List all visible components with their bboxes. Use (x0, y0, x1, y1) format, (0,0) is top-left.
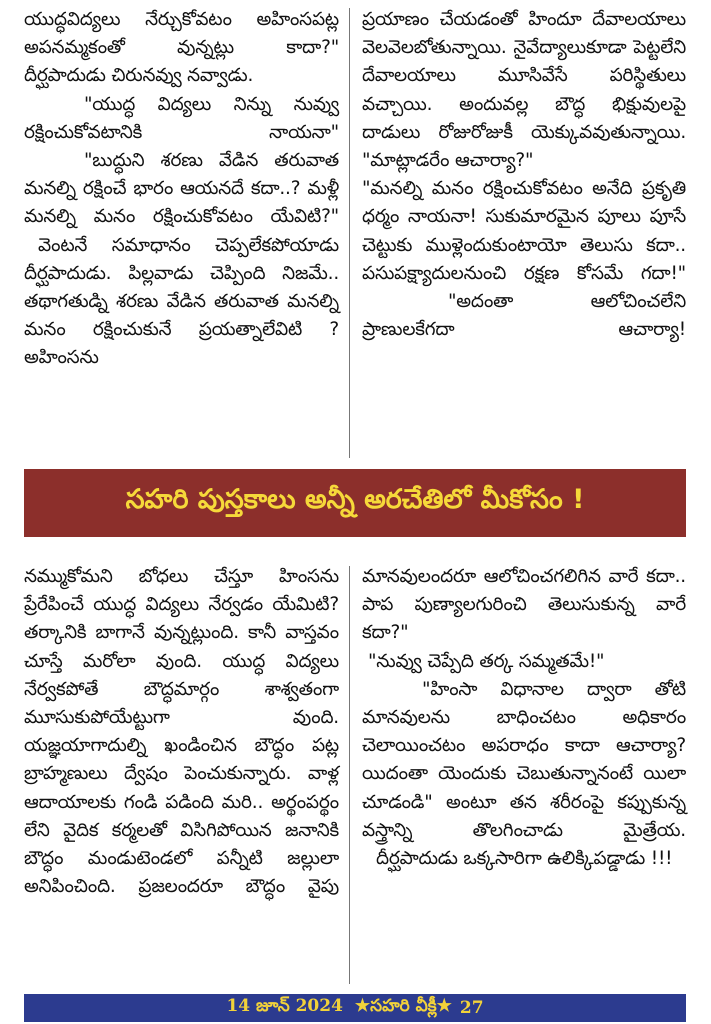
paragraph: ప్రయాణం చేయడంతో హిందూ దేవాలయాలు వెలవెలబోతున్నాయి. నైవేద్యాలుకూడా పెట్టలేని దేవాలయాలు మూసివేసే పరిస్థితులు వచ్చాయి. అందువల్ల బౌద్ధ భిక్షువులపై దాడులు రోజురోజుకీ యెక్కువవుతున్నాయి. (362, 9, 686, 143)
paragraph: "యుద్ధ విద్యలు నిన్ను నువ్వు రక్షించుకోవటానికి నాయనా" (24, 93, 339, 143)
paragraph: "హింసా విధానాల ద్వారా తోటి మానవులను బాధించటం అధికారం చెలాయించటం అపరాధం కాదా ఆచార్యా? యిదంతా యెందుకు చెబుతున్నానంటే యిలా చూడండి" అంటూ తన శరీరంపై కప్పుకున్న వస్త్రాన్ని తొలగించాడు మైత్రేయ. (362, 678, 686, 841)
paragraph: నమ్ముకోమని బోధలు చేస్తూ హింసను ప్రేరేపించే యుద్ధ విద్యలు నేర్వడం యేమిటి? తర్కానికి బాగానే వున్నట్లుంది. కానీ వాస్తవం చూస్తే మరోలా వుంది. యుద్ధ విద్యలు నేర్వకపోతే బౌద్ధమార్గం శాశ్వతంగా మూసుకుపోయేట్టుగా వుంది. యజ్ఞయాగాదుల్ని ఖండించిన బౌద్ధం పట్ల బ్రాహ్మణులు ద్వేషం పెంచుకున్నారు. వాళ్ల ఆదాయాలకు గండి పడింది మరి.. అర్థంపర్థం లేని వైదిక కర్మలతో విసిగిపోయిన జనానికి బౌద్ధం మండుటెండలో పన్నీటి జల్లులా అనిపించింది. ప్రజలందరూ బౌద్ధం వైపు (24, 566, 339, 898)
paragraph: వెంటనే సమాధానం చెప్పలేకపోయాడు దీర్ఘపాదుడు. పిల్లవాడు చెప్పింది నిజమే.. తథాగతుడ్ని శరణు వేడిన తరువాత మనల్ని మనం రక్షించుకునే ప్రయత్నాలేవిటి ? అహింసను (24, 234, 339, 369)
issue-date: 14 జూన్ 2024 (226, 996, 343, 1016)
paragraph: యుద్ధవిద్యలు నేర్చుకోవటం అహింసపట్ల అపనమ్మకంతో వున్నట్లు కాదా?" (24, 9, 339, 59)
promo-banner-text: సహరి పుస్తకాలు అన్నీ అరచేతిలో మీకోసం ! (125, 484, 585, 515)
bottom-right-column (362, 563, 686, 873)
paragraph: "నువ్వు చెప్పేది తర్క సమ్మతమే!" (368, 650, 605, 672)
top-right-column (362, 6, 686, 344)
paragraph: "మనల్ని మనం రక్షించుకోవటం అనేది ప్రకృతి ధర్మం నాయనా! సుకుమారమైన పూలు పూసే చెట్టుకు ముళ్లెందుకుంటాయో తెలుసు కదా.. పసుపక్ష్యాదులనుంచి రక్షణ కోసమే గదా!" (362, 178, 686, 284)
paragraph: "అదంతా ఆలోచించలేని ప్రాణులకేగదా ఆచార్యా! (362, 291, 686, 341)
paragraph: "మాట్లాడరేం ఆచార్యా?" (362, 150, 534, 172)
paragraph: మానవులందరూ ఆలోచించగలిగిన వారే కదా.. పాప పుణ్యాలగురించి తెలుసుకున్న వారే కదా?" (362, 566, 686, 644)
paragraph: దీర్ఘపాదుడు ఒక్కసారిగా ఉలిక్కిపడ్డాడు !!! (376, 848, 673, 870)
column-divider (349, 8, 350, 458)
paragraph: "బుద్ధుని శరణు వేడిన తరువాత మనల్ని రక్షించే భారం ఆయనదే కదా..? మళ్లీ మనల్ని మనం రక్షించుకోవటం యేవిటి?" (24, 150, 339, 228)
page-footer (24, 994, 686, 1022)
bottom-left-column (24, 563, 339, 901)
paragraph: దీర్ఘపాదుడు చిరునవ్వు నవ్వాడు. (24, 65, 254, 87)
column-divider (349, 566, 350, 984)
page-number: 27 (459, 998, 484, 1018)
promo-banner (24, 469, 686, 537)
top-left-column (24, 6, 339, 373)
magazine-name: ★సహరి వీక్లీ★ (354, 996, 452, 1016)
